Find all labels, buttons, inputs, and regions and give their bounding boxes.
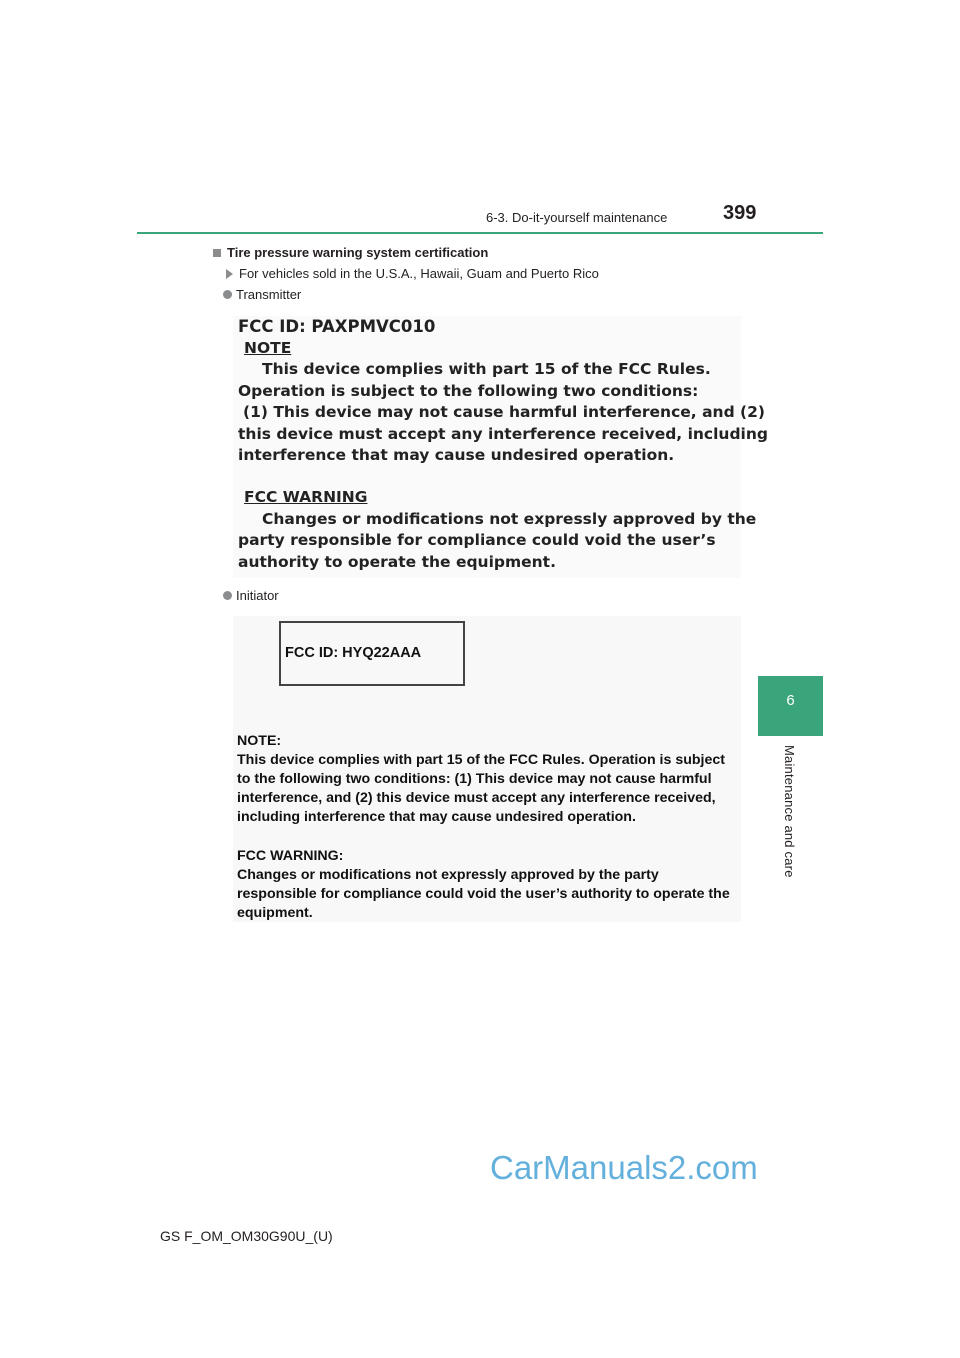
- document-code: GS F_OM_OM30G90U_(U): [160, 1228, 333, 1244]
- initiator-warning-line: Changes or modifications not expressly approved by the party: [237, 867, 659, 883]
- watermark: CarManuals2.com: [490, 1149, 758, 1186]
- transmitter-warning-line: Changes or modifications not expressly approved by the: [262, 510, 757, 528]
- chapter-number: 6: [786, 692, 795, 709]
- chapter-tab: [758, 676, 823, 736]
- transmitter-note-line: this device must accept any interference received, including: [238, 425, 769, 443]
- subheading: For vehicles sold in the U.S.A., Hawaii, Guam and Puerto Rico: [239, 266, 599, 281]
- transmitter-warning-title: FCC WARNING: [244, 488, 368, 506]
- chapter-title: Maintenance and care: [782, 745, 797, 878]
- transmitter-line: [223, 287, 301, 302]
- initiator-label: Initiator: [236, 588, 279, 603]
- initiator-line: [223, 588, 279, 603]
- subheading-line: [226, 266, 599, 281]
- initiator-note-line: to the following two conditions: (1) This device may not cause harmful: [237, 771, 712, 787]
- transmitter-label: Transmitter: [236, 287, 302, 302]
- initiator-warning-line: equipment.: [237, 905, 313, 921]
- circle-bullet-icon: [223, 591, 232, 600]
- page-number: 399: [723, 202, 757, 224]
- initiator-note-title: NOTE:: [237, 733, 282, 749]
- transmitter-fcc-id: FCC ID: PAXPMVC010: [238, 317, 436, 336]
- triangle-bullet-icon: [226, 269, 233, 279]
- circle-bullet-icon: [223, 290, 232, 299]
- initiator-fcc-id: FCC ID: HYQ22AAA: [285, 645, 422, 661]
- heading-line: [213, 245, 488, 260]
- initiator-warning-title: FCC WARNING:: [237, 848, 344, 864]
- section-title: 6-3. Do-it-yourself maintenance: [486, 210, 668, 225]
- initiator-note-line: This device complies with part 15 of the FCC Rules. Operation is subject: [237, 752, 726, 768]
- initiator-warning-line: responsible for compliance could void the user’s authority to operate the: [237, 886, 730, 902]
- header-divider: [137, 232, 823, 234]
- square-bullet-icon: [213, 249, 221, 257]
- transmitter-warning-line: authority to operate the equipment.: [238, 553, 556, 571]
- transmitter-note-title: NOTE: [244, 339, 292, 357]
- heading: Tire pressure warning system certification: [227, 245, 489, 260]
- initiator-note-line: including interference that may cause undesired operation.: [237, 809, 636, 825]
- transmitter-note-line: This device complies with part 15 of the FCC Rules.: [262, 360, 711, 378]
- transmitter-note-line: interference that may cause undesired operation.: [238, 446, 675, 464]
- transmitter-note-line: Operation is subject to the following two conditions:: [238, 382, 699, 400]
- transmitter-note-line: (1) This device may not cause harmful interference, and (2): [243, 403, 766, 421]
- transmitter-warning-line: party responsible for compliance could void the user’s: [238, 531, 716, 549]
- initiator-note-line: interference, and (2) this device must accept any interference received,: [237, 790, 716, 806]
